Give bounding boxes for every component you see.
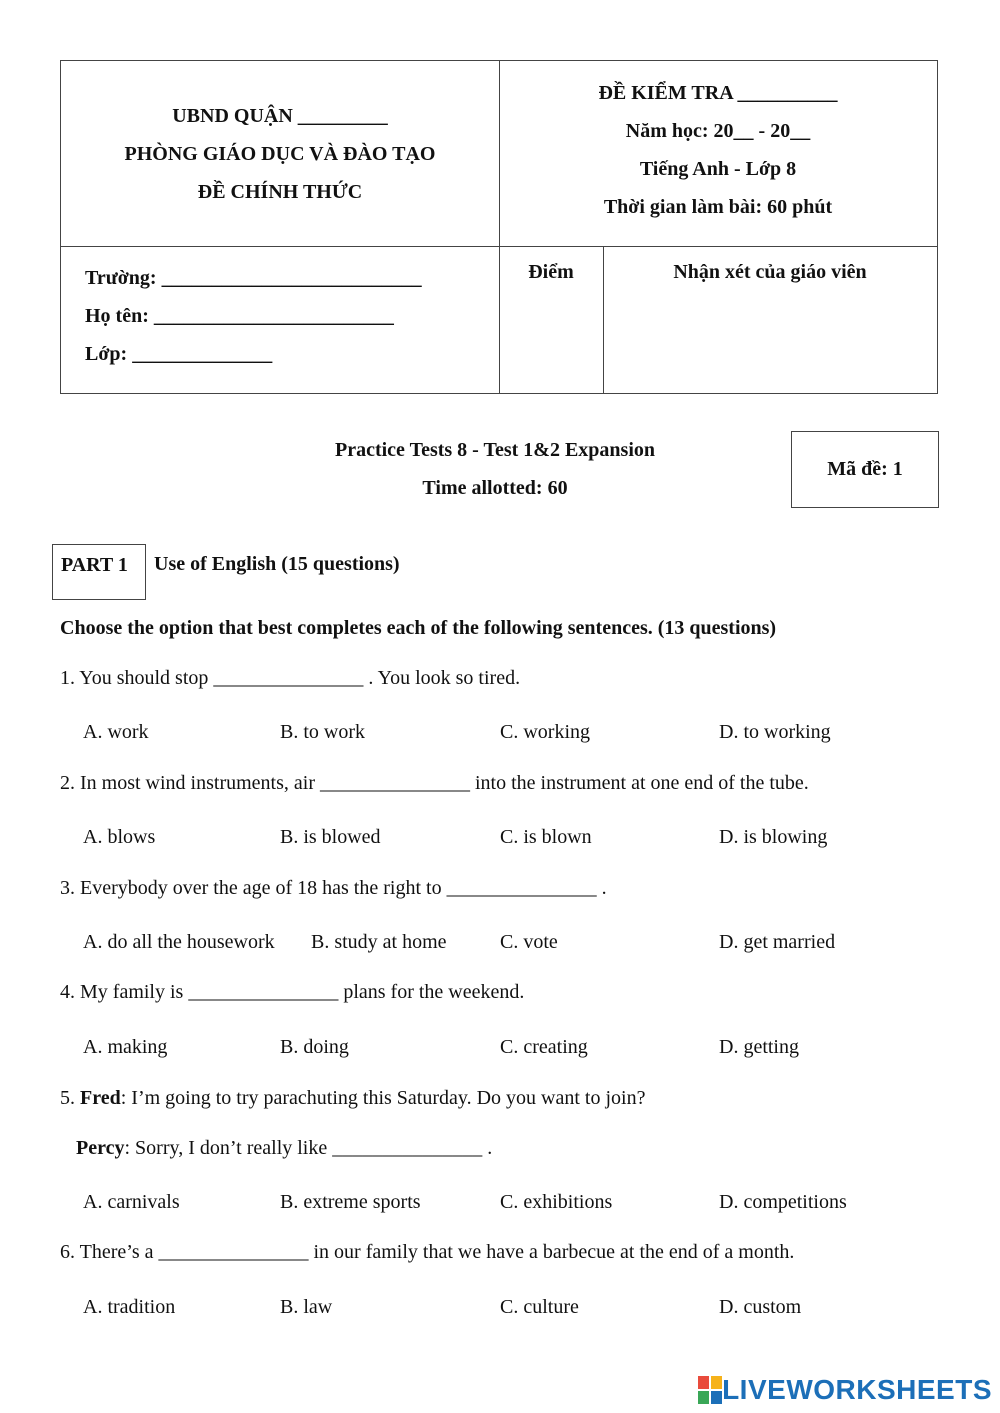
teacher-comment-label: Nhận xét của giáo viên [673, 261, 867, 283]
option-4a[interactable]: A. making [83, 1036, 168, 1058]
test-title-block [240, 431, 750, 507]
exam-code: Mã đề: 1 [827, 458, 903, 480]
question-2: 2. In most wind instruments, air _______________ into the instrument at one end of the tube. [60, 772, 809, 794]
percy-line: : Sorry, I don’t really like _______________ . [124, 1137, 493, 1159]
option-4b[interactable]: B. doing [280, 1036, 349, 1058]
option-2b[interactable]: B. is blowed [280, 826, 381, 848]
option-1a[interactable]: A. work [83, 721, 149, 743]
option-6c[interactable]: C. culture [500, 1296, 579, 1318]
subject-grade: Tiếng Anh - Lớp 8 [639, 158, 797, 180]
exam-duration: Thời gian làm bài: 60 phút [603, 196, 833, 218]
option-2a[interactable]: A. blows [83, 826, 156, 848]
option-1b[interactable]: B. to work [280, 721, 365, 743]
option-4c[interactable]: C. creating [500, 1036, 588, 1058]
option-3a[interactable]: A. do all the housework [83, 931, 275, 953]
time-allotted: Time allotted: 60 [422, 477, 568, 499]
speaker-fred: Fred [80, 1087, 121, 1109]
option-5d[interactable]: D. competitions [719, 1191, 847, 1213]
liveworksheets-logo-text: LIVEWORKSHEETS [722, 1374, 992, 1405]
question-5-number: 5. [60, 1087, 80, 1109]
option-6b[interactable]: B. law [280, 1296, 333, 1318]
option-3d[interactable]: D. get married [719, 931, 836, 953]
fred-line: : I’m going to try parachuting this Saturday. Do you want to join? [120, 1087, 646, 1109]
department-block [61, 97, 499, 211]
school-year: Năm học: 20__ - 20__ [625, 120, 811, 142]
option-1d[interactable]: D. to working [719, 721, 831, 743]
department-line: PHÒNG GIÁO DỤC VÀ ĐÀO TẠO [124, 143, 436, 165]
score-label: Điểm [528, 261, 574, 283]
name-field[interactable]: Họ tên: ________________________ [85, 305, 394, 327]
question-4: 4. My family is _______________ plans for the weekend. [60, 981, 525, 1003]
question-5 [60, 1087, 645, 1110]
option-3b[interactable]: B. study at home [311, 931, 447, 953]
option-5c[interactable]: C. exhibitions [500, 1191, 613, 1213]
header-table [60, 60, 938, 394]
part-label: PART 1 [61, 554, 128, 576]
part-label-box [52, 544, 146, 600]
exam-code-box [791, 431, 939, 508]
liveworksheets-logo-icon [698, 1376, 722, 1404]
question-5-reply [76, 1137, 492, 1160]
option-6a[interactable]: A. tradition [83, 1296, 176, 1318]
official-line: ĐỀ CHÍNH THỨC [197, 181, 363, 203]
option-2d[interactable]: D. is blowing [719, 826, 828, 848]
instruction: Choose the option that best completes each of the following sentences. (13 questions) [60, 617, 777, 639]
question-1: 1. You should stop _______________ . You look so tired. [60, 667, 521, 689]
test-title: Practice Tests 8 - Test 1&2 Expansion [334, 439, 656, 461]
exam-info-block [499, 74, 937, 226]
question-6: 6. There’s a _______________ in our family that we have a barbecue at the end of a month. [60, 1241, 795, 1263]
exam-title: ĐỀ KIỂM TRA __________ [598, 82, 838, 104]
speaker-percy: Percy [76, 1137, 125, 1159]
student-info [85, 259, 422, 373]
option-5b[interactable]: B. extreme sports [280, 1191, 421, 1213]
liveworksheets-logo [698, 1373, 992, 1407]
option-4d[interactable]: D. getting [719, 1036, 799, 1058]
option-3c[interactable]: C. vote [500, 931, 558, 953]
header-divider-horizontal [61, 246, 937, 247]
option-1c[interactable]: C. working [500, 721, 590, 743]
question-3: 3. Everybody over the age of 18 has the right to _______________ . [60, 877, 607, 899]
option-5a[interactable]: A. carnivals [83, 1191, 180, 1213]
school-field[interactable]: Trường: __________________________ [85, 267, 422, 289]
option-6d[interactable]: D. custom [719, 1296, 802, 1318]
district-line: UBND QUẬN _________ [172, 105, 388, 127]
class-field[interactable]: Lớp: ______________ [85, 343, 273, 365]
option-2c[interactable]: C. is blown [500, 826, 592, 848]
part-title: Use of English (15 questions) [154, 553, 400, 575]
